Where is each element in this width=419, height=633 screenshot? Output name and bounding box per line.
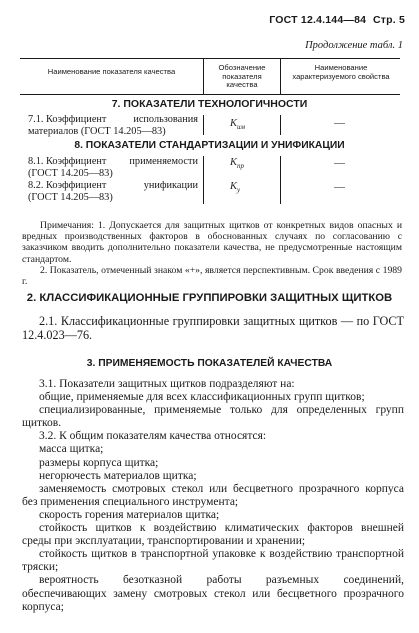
- row-label: 7.1. Коэффициент: [28, 114, 107, 125]
- column-divider-1: [203, 58, 204, 95]
- indicator-symbol: $K_{им}$: [230, 118, 245, 132]
- paragraph: скорость горения материалов щитка;: [39, 508, 220, 521]
- page-number: Стр. 5: [372, 14, 405, 26]
- row-divider: [203, 115, 204, 135]
- row-label: 8.1. Коэффициент: [28, 156, 107, 167]
- column-header-name: Наименование показателя качества: [47, 67, 176, 76]
- paragraph: стойкость щитков к воздействию климатических факторов внешней среды при эксплуатации, транспортировании и хранении;: [22, 522, 404, 548]
- table-row: [28, 180, 198, 204]
- property-value: —: [334, 117, 345, 129]
- row-label-line2: материалов (ГОСТ 14.205—83): [28, 126, 166, 137]
- table-row: [28, 114, 198, 138]
- row-label-line2: (ГОСТ 14.205—83): [28, 192, 113, 203]
- row-label-line2: (ГОСТ 14.205—83): [28, 168, 113, 179]
- paragraph: стойкость щитков в транспортной упаковке к воздействию транспортной тряски;: [22, 548, 404, 574]
- paragraph: размеры корпуса щитка;: [39, 456, 159, 469]
- paragraph: вероятность безотказной работы разъемных соединений, обеспечивающих замену смотровых стекол или бесцветного прозрачного корпуса;: [22, 574, 404, 613]
- row-label-cont: унификации: [143, 180, 198, 191]
- section-3-body: [22, 378, 404, 614]
- paragraph: заменяемость смотровых стекол или бесцветного прозрачного корпуса без применения специального инструмента;: [22, 482, 404, 508]
- table-notes: [22, 220, 402, 287]
- property-value: —: [334, 157, 345, 169]
- section-2-body: [22, 314, 404, 342]
- page-header: [269, 14, 405, 26]
- row-divider: [280, 115, 281, 135]
- paragraph-2-1: 2.1. Классификационные группировки защитных щитков — по ГОСТ 12.4.023—76.: [22, 314, 404, 342]
- indicator-symbol: $K_{пр}$: [230, 157, 245, 171]
- table-row: [28, 156, 198, 180]
- paragraph: 3.2. К общим показателям качества относятся:: [39, 430, 267, 443]
- paragraph: специализированные, применяемые только для определенных групп щитков.: [22, 404, 404, 430]
- standard-number: ГОСТ 12.4.144—84: [269, 14, 367, 26]
- column-divider-2: [280, 58, 281, 95]
- row-divider: [203, 156, 204, 204]
- paragraph: негорючесть материалов щитка;: [39, 469, 197, 482]
- column-header-property: Наименование характеризуемого свойства: [292, 63, 390, 81]
- paragraph: общие, применяемые для всех классификационных групп щитков;: [39, 391, 365, 404]
- indicator-symbol: $K_у$: [230, 181, 241, 195]
- section-2-title: 2. КЛАССИФИКАЦИОННЫЕ ГРУППИРОВКИ ЗАЩИТНЫХ ЩИТКОВ: [26, 292, 393, 304]
- row-label-cont: использования: [133, 114, 198, 125]
- section-3-title: 3. ПРИМЕНЯЕМОСТЬ ПОКАЗАТЕЛЕЙ КАЧЕСТВА: [86, 358, 333, 369]
- paragraph: масса щитка;: [39, 443, 104, 456]
- paragraph: 3.1. Показатели защитных щитков подразделяют на:: [39, 378, 295, 390]
- table-continuation-label: Продолжение табл. 1: [305, 40, 403, 51]
- note-2: 2. Показатель, отмеченный знаком «+», является перспективным. Срок введения с 1989 г.: [22, 264, 402, 288]
- row-divider: [280, 156, 281, 204]
- section-7-title: 7. ПОКАЗАТЕЛИ ТЕХНОЛОГИЧНОСТИ: [111, 98, 308, 110]
- row-label: 8.2. Коэффициент: [28, 180, 107, 191]
- table-header-rule: [20, 94, 400, 95]
- column-header-symbol: Обозначение показателя качества: [218, 63, 266, 90]
- row-label-cont: применяемости: [129, 156, 198, 167]
- property-value: —: [334, 181, 345, 193]
- table-top-rule: [20, 58, 400, 59]
- section-8-title: 8. ПОКАЗАТЕЛИ СТАНДАРТИЗАЦИИ И УНИФИКАЦИИ: [74, 140, 345, 151]
- note-1: Примечания: 1. Допускается для защитных щитков от конкретных видов опасных и вредных производственных факторов в обоснованных случаях по согласованию с заказчиком вводить дополнительно показатели качества, не предусмотренные настоящим стандартом.: [22, 220, 402, 265]
